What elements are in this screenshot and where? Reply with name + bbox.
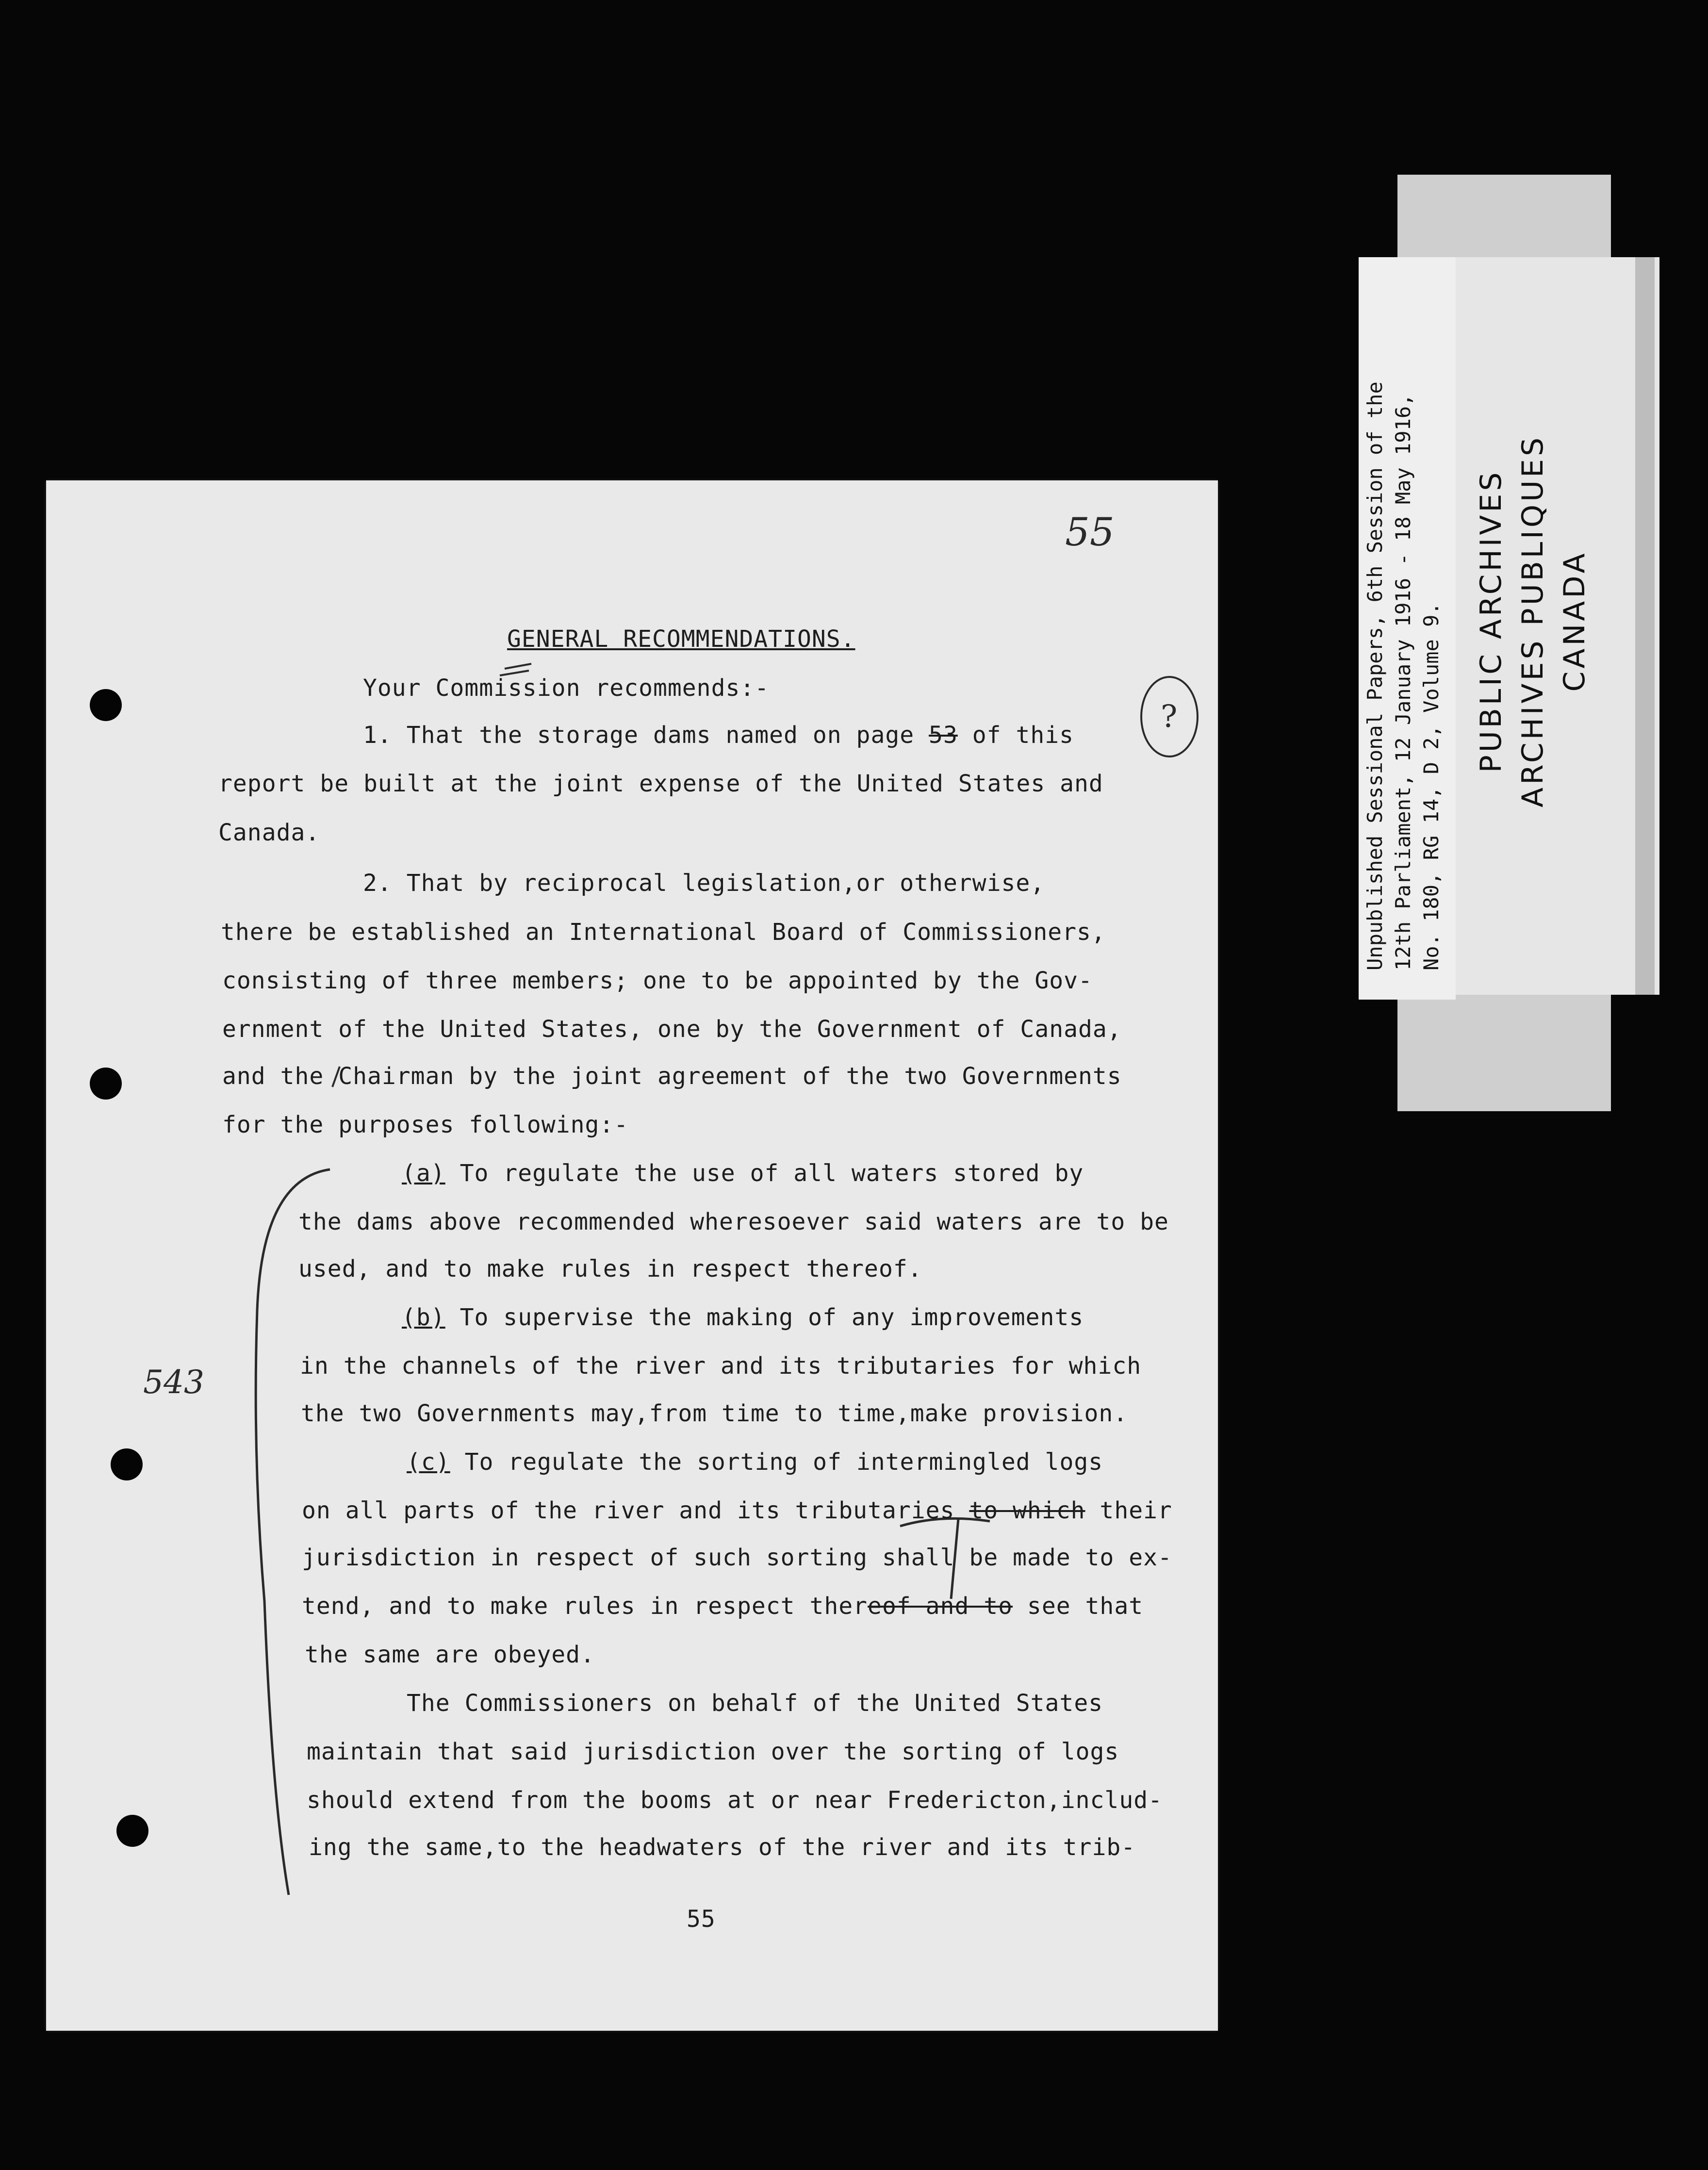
archive-label-line-2: 12th Parliament, 12 January 1916 - 18 May 1916, — [1391, 394, 1415, 970]
document-title: GENERAL RECOMMENDATIONS. — [507, 625, 855, 653]
item-b-line-3: the two Governments may,from time to time,make provision. — [301, 1400, 1128, 1427]
rec2-line-5: and the Chairman by the joint agreement of the two Governments — [222, 1063, 1122, 1090]
handwritten-page-number: 55 — [1065, 510, 1115, 555]
item-a-line-2: the dams above recommended wheresoever said waters are to be — [298, 1208, 1169, 1235]
struck-text: to which — [969, 1497, 1085, 1524]
struck-text: 53 — [929, 722, 958, 749]
handwritten-question-mark: ? — [1161, 699, 1178, 735]
us-position-line-4: ing the same,to the headwaters of the river and its trib- — [309, 1834, 1136, 1861]
item-c-line-3: jurisdiction in respect of such sorting shall be made to ex- — [302, 1544, 1172, 1571]
struck-text: eof and to — [868, 1593, 1013, 1620]
item-c-line-2: on all parts of the river and its tributaries to which their — [302, 1497, 1172, 1524]
rec2-line-6: for the purposes following:- — [222, 1111, 629, 1138]
rec2-line-3: consisting of three members; one to be appointed by the Gov- — [222, 967, 1093, 994]
us-position-line-1: The Commissioners on behalf of the United States — [407, 1690, 1103, 1717]
item-b-marker: (b) — [402, 1304, 445, 1331]
us-position-line-3: should extend from the booms at or near Fredericton,includ- — [307, 1787, 1163, 1814]
us-position-line-2: maintain that said jurisdiction over the sorting of logs — [307, 1738, 1119, 1765]
item-a-line-3: used, and to make rules in respect thereof. — [298, 1255, 922, 1282]
handwritten-margin-number: 543 — [143, 1364, 204, 1401]
item-b-line-2: in the channels of the river and its tributaries for which — [300, 1352, 1142, 1380]
rec2-line-4: ernment of the United States, one by the Government of Canada, — [222, 1016, 1122, 1043]
item-a-marker: (a) — [402, 1160, 445, 1187]
archive-label-line-3: No. 180, RG 14, D 2, Volume 9. — [1419, 602, 1443, 970]
rec1-line-3: Canada. — [218, 819, 320, 846]
rec2-line-1: 2. That by reciprocal legislation,or otherwise, — [363, 870, 1045, 897]
archive-stamp-line-3: CANADA — [1558, 550, 1592, 692]
item-c-marker: (c) — [407, 1448, 450, 1476]
archive-label-line-1: Unpublished Sessional Papers, 6th Session of the — [1363, 381, 1387, 970]
item-a-line-1: (a) To regulate the use of all waters stored by — [402, 1160, 1084, 1187]
archive-stamp-line-1: PUBLIC ARCHIVES — [1474, 469, 1508, 773]
item-b-line-1: (b) To supervise the making of any improvements — [402, 1304, 1084, 1331]
rec2-line-2: there be established an International Board of Commissioners, — [221, 919, 1106, 946]
item-c-line-4: tend, and to make rules in respect thereof and to see that — [302, 1593, 1144, 1620]
intro-line: Your Commission recommends:- — [363, 674, 770, 702]
archive-stamp-line-2: ARCHIVES PUBLIQUES — [1516, 434, 1550, 808]
footer-page-number: 55 — [687, 1906, 716, 1933]
rec1-line-2: report be built at the joint expense of the United States and — [218, 770, 1103, 797]
rec1-line-1: 1. That the storage dams named on page 53 of this — [363, 722, 1074, 749]
item-c-line-5: the same are obeyed. — [305, 1641, 595, 1668]
item-c-line-1: (c) To regulate the sorting of intermingled logs — [407, 1448, 1103, 1476]
question-circle — [1141, 677, 1198, 756]
